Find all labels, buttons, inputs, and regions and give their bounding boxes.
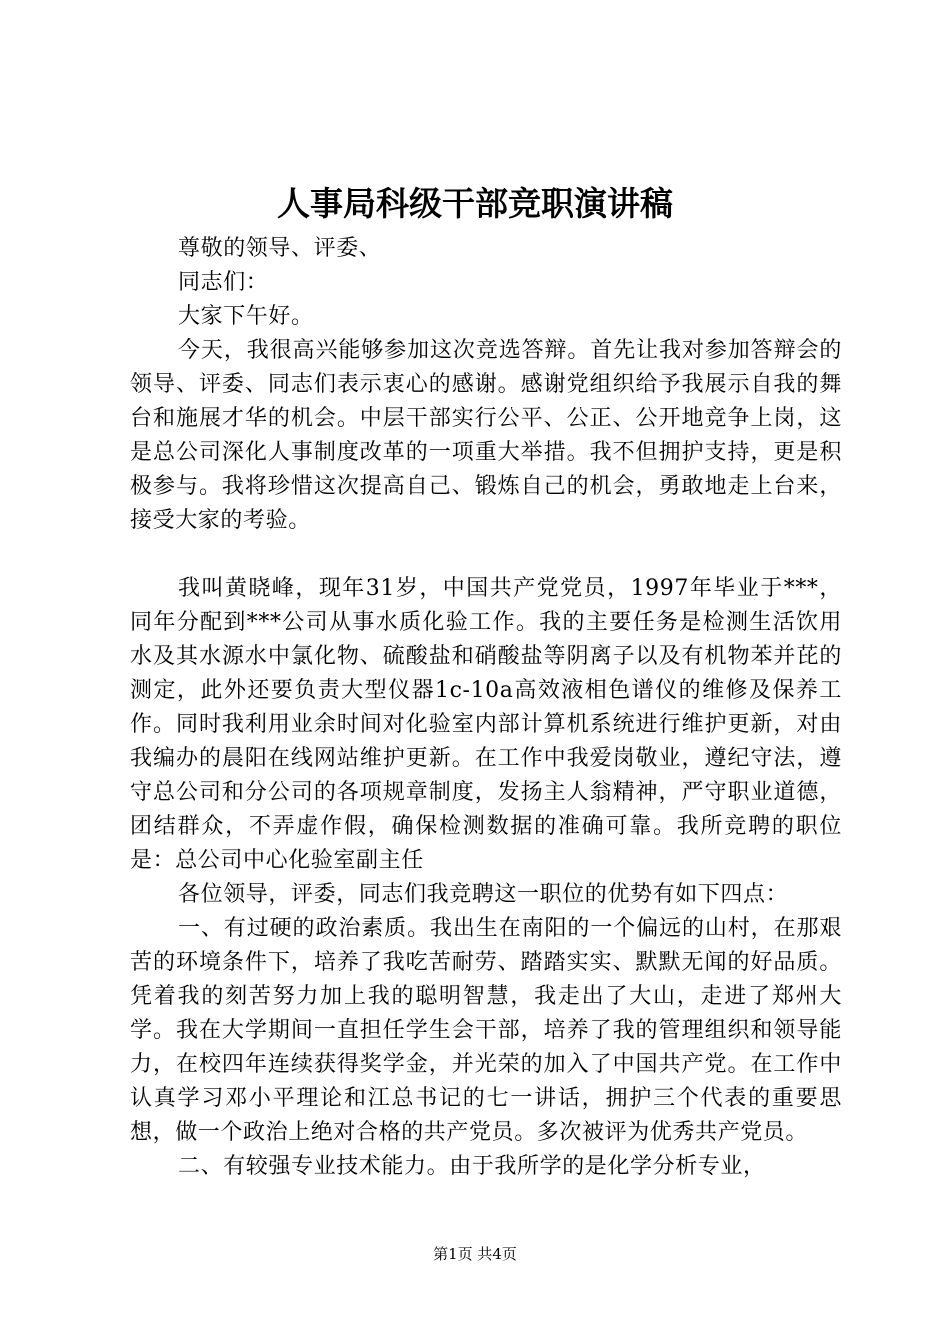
greeting-line: 大家下午好。 xyxy=(178,304,314,329)
document-body xyxy=(130,232,842,1184)
self-introduction-paragraph: 我叫黄晓峰，现年31岁，中国共产党党员，1997年毕业于***，同年分配到***公司从事水质化验工作。我的主要任务是检测生活饮用水及其水源水中氯化物、硫酸盐和硝酸盐等阴离子以及有机物苯并芘的测定，此外还要负责大型仪器1c-10a高效液相色谱仪的维修及保养工作。同时我利用业余时间对化验室内部计算机系统进行维护更新，对由我编办的晨阳在线网站维护更新。在工作中我爱岗敬业，遵纪守法，遵守总公司和分公司的各项规章制度，发扬主人翁精神，严守职业道德，团结群众，不弄虚作假，确保检测数据的准确可靠。我所竞聘的职位是：总公司中心化验室副主任 xyxy=(130,576,842,873)
advantages-intro-paragraph: 各位领导，评委，同志们我竞聘这一职位的优势有如下四点： xyxy=(178,882,789,907)
page-footer: 第1页 共4页 xyxy=(433,1245,517,1263)
salutation-line-1: 尊敬的领导、评委、 xyxy=(178,236,382,261)
advantage-one-paragraph: 一、有过硬的政治素质。我出生在南阳的一个偏远的山村，在那艰苦的环境条件下，培养了我吃苦耐劳、踏踏实实、默默无闻的好品质。凭着我的刻苦努力加上我的聪明智慧，我走出了大山，走进了郑州大学。我在大学期间一直担任学生会干部，培养了我的管理组织和领导能力，在校四年连续获得奖学金，并光荣的加入了中国共产党。在工作中认真学习邓小平理论和江总书记的七一讲话，拥护三个代表的重要思想，做一个政治上绝对合格的共产党员。多次被评为优秀共产党员。 xyxy=(130,916,842,1145)
salutation-line-2: 同志们： xyxy=(178,270,269,295)
intro-paragraph: 今天，我很高兴能够参加这次竞选答辩。首先让我对参加答辩会的领导、评委、同志们表示衷心的感谢。感谢党组织给予我展示自我的舞台和施展才华的机会。中层干部实行公平、公正、公开地竞争上岗，这是总公司深化人事制度改革的一项重大举措。我不但拥护支持，更是积极参与。我将珍惜这次提高自己、锻炼自己的机会，勇敢地走上台来，接受大家的考验。 xyxy=(130,338,842,533)
advantage-two-paragraph: 二、有较强专业技术能力。由于我所学的是化学分析专业， xyxy=(178,1154,766,1179)
document-title: 人事局科级干部竞职演讲稿 xyxy=(277,184,673,223)
